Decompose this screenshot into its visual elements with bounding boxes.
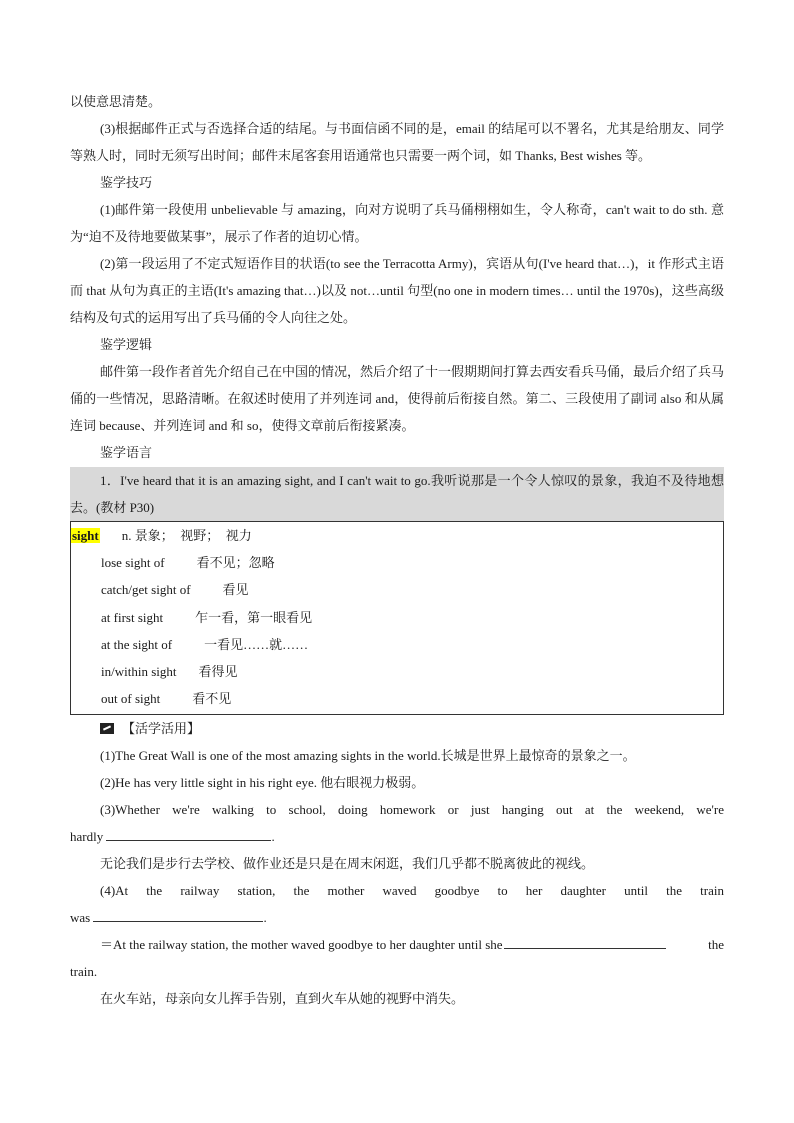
headword-definition: n. 景象； 视野； 视力 — [121, 528, 252, 543]
vocab-headword-row — [71, 522, 723, 549]
paragraph-logic: 邮件第一段作者首先介绍自己在中国的情况，然后介绍了十一假期期间打算去西安看兵马俑，最后介绍了兵马俑的一些情况，思路清晰。在叙述时使用了并列连词 and，使得前后衔接自然。第二、三段使用了副词 also 和从属连词 because、并列连词 and 和 so，使得文章前后衔接紧凑。 — [70, 364, 725, 433]
practice-title: 【活学活用】 — [122, 721, 201, 737]
paragraph-skill-2: (2)第一段运用了不定式短语作目的状语(to see the Terracotta Army)，宾语从句(I've heard that…)，it 作形式主语而 that 从句为真正的主语(It's amazing that…)以及 not…until 句型(no one in modern times… until the 1970s)，这些高级结构及句式的运用写出了兵马俑的令人向往之处。 — [70, 256, 724, 325]
phrase-zh: 一看见……就…… — [204, 636, 309, 652]
section-heading-language: 鉴学语言 — [100, 445, 153, 460]
q4-period: . — [263, 910, 267, 926]
paragraph-continuation: 以使意思清楚。 — [70, 94, 162, 109]
practice-q3-line1: (3)Whether we're walking to school, doing homework or just hanging out at the weekend, we're — [100, 802, 724, 818]
vocab-phrase-row — [71, 576, 723, 603]
phrase-zh: 乍一看，第一眼看见 — [195, 609, 313, 625]
vocab-phrase-row — [71, 658, 723, 685]
vocab-phrase-row — [71, 604, 723, 631]
vocab-phrase-row — [71, 685, 723, 712]
q4-rewrite-text: ＝At the railway station, the mother waved goodbye to her daughter until she — [100, 937, 503, 953]
practice-heading — [70, 715, 724, 742]
headword: sight — [72, 528, 99, 543]
vocab-phrase-row — [71, 631, 723, 658]
q4-text-the: the — [708, 937, 724, 953]
q3-period: . — [271, 829, 275, 845]
phrase-en: lose sight of — [101, 555, 165, 571]
document-page — [70, 88, 724, 1012]
practice-q4-translation: 在火车站，母亲向女儿挥手告别，直到火车从她的视野中消失。 — [100, 991, 465, 1007]
practice-q1: (1)The Great Wall is one of the most amazing sights in the world.长城是世界上最惊奇的景象之一。 — [100, 748, 636, 764]
q3-text-hardly: hardly — [70, 829, 104, 845]
section-heading-logic: 鉴学逻辑 — [100, 337, 153, 352]
practice-q4-line3 — [70, 931, 724, 958]
q3-answer-blank[interactable] — [106, 826, 271, 841]
example-sentence: 1．I've heard that it is an amazing sight, and I can't wait to go.我听说那是一个令人惊叹的景象，我迫不及待地想去。(教材 P30) — [70, 473, 724, 515]
q4-answer-blank-2[interactable] — [504, 934, 666, 949]
phrase-en: at the sight of — [101, 636, 173, 652]
paragraph-skill-1: (1)邮件第一段使用 unbelievable 与 amazing，向对方说明了兵马俑栩栩如生，令人称奇，can't wait to do sth. 意为“迫不及待地要做某事”，展示了作者的迫切心情。 — [70, 202, 724, 244]
phrase-en: out of sight — [101, 691, 161, 707]
practice-q4-line2 — [70, 904, 724, 931]
paragraph-ending-tip: (3)根据邮件正式与否选择合适的结尾。与书面信函不同的是，email 的结尾可以不署名，尤其是给朋友、同学等熟人时，同时无须写出时间；邮件末尾客套用语通常也只需要一两个词，如 Thanks, Best wishes 等。 — [70, 121, 724, 163]
phrase-zh: 看得见 — [198, 664, 238, 680]
practice-q3-line2 — [70, 823, 724, 850]
pen-icon — [100, 723, 114, 734]
vocab-phrase-row — [71, 549, 723, 576]
practice-q4-line4: train. — [70, 964, 98, 980]
phrase-en: catch/get sight of — [101, 582, 191, 598]
q4-answer-blank-1[interactable] — [93, 907, 263, 922]
practice-q3-translation: 无论我们是步行去学校、做作业还是只是在周末闲逛，我们几乎都不脱离彼此的视线。 — [100, 856, 595, 872]
phrase-en: in/within sight — [101, 664, 177, 680]
q4-text-was: was — [70, 910, 91, 926]
phrase-zh: 看不见 — [192, 691, 232, 707]
phrase-zh: 看见 — [222, 582, 249, 598]
vocabulary-box — [70, 521, 724, 715]
phrase-zh: 看不见；忽略 — [196, 555, 275, 571]
example-sentence-block — [70, 467, 724, 521]
phrase-en: at first sight — [101, 609, 164, 625]
section-heading-skills: 鉴学技巧 — [100, 175, 153, 190]
practice-q2: (2)He has very little sight in his right eye. 他右眼视力极弱。 — [100, 775, 425, 791]
practice-q4-line1: (4)At the railway station, the mother waved goodbye to her daughter until the train — [100, 883, 724, 899]
